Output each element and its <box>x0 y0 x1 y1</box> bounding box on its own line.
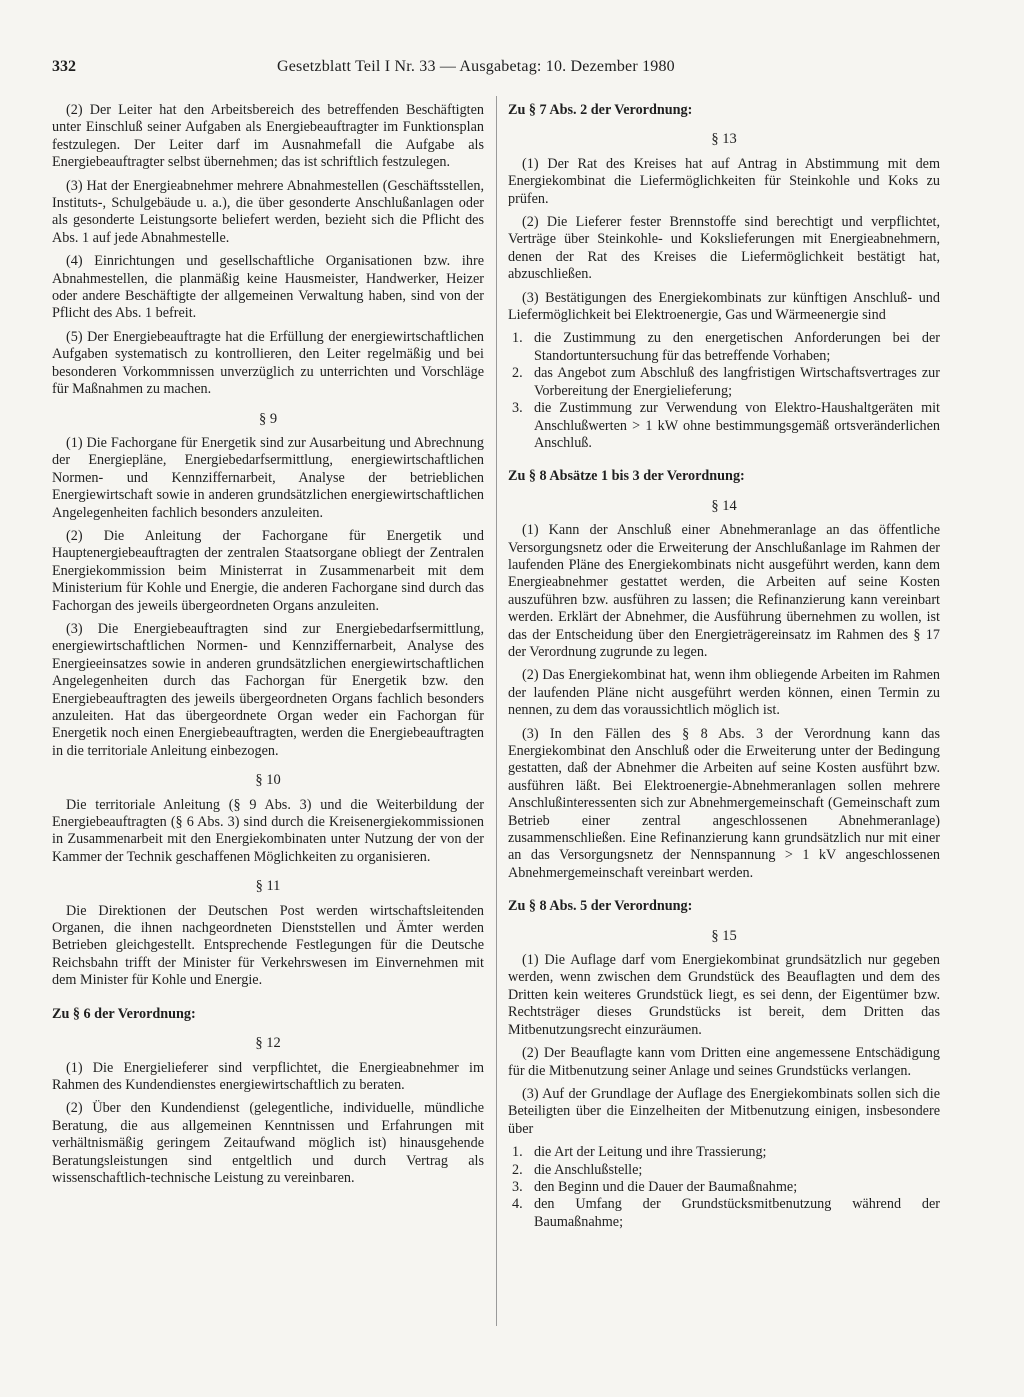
list-item-text: die Anschlußstelle; <box>534 1161 643 1178</box>
list-item-text: die Zustimmung zu den energetischen Anforderungen bei der Standortuntersuchung für das betreffende Vorhaben; <box>534 330 940 364</box>
paragraph-9-1: (1) Die Fachorgane für Energetik sind zur Ausarbeitung und Abrechnung der Energiepläne, Energiebedarfsermittlung, energiewirtschaftlichen Normen- und Kennziffernarbeit, Analyse der betrieblichen Energiewirtschaft sowie in anderen grundsätzlichen energiewirtschaftlichen Angelegenheiten fachlich besonders anzuleiten. <box>52 434 484 521</box>
paragraph-9-2: (2) Die Anleitung der Fachorgane für Energetik und Hauptenergiebeauftragten der zentralen Staatsorgane obliegt der Zentralen Energiekommission beim Ministerrat in Zusammenarbeit mit dem Ministerium für Kohle und Energie, die anderen Fachorgane sind durch das Fachorgan des jeweils übergeordneten Organs anzuleiten. <box>52 527 484 614</box>
list-item <box>508 1162 940 1179</box>
list-item-number: 1. <box>512 330 523 347</box>
list-item-number: 4. <box>512 1196 523 1213</box>
subheading-zu-8-abs-1-3: Zu § 8 Absätze 1 bis 3 der Verordnung: <box>508 468 745 485</box>
subheading-zu-7: Zu § 7 Abs. 2 der Verordnung: <box>508 102 693 118</box>
list-item <box>508 1179 940 1196</box>
paragraph-8-2: (2) Der Leiter hat den Arbeitsbereich des betreffenden Beschäftigten unter Einschluß seiner Aufgaben als Energiebeauftragter im Funktionsplan festzulegen. Der Leiter darf im Ausnahmefall die Aufgabe als Energiebeauftragter selbst übernehmen; das ist schriftlich festzulegen. <box>52 102 484 171</box>
paragraph-8-5: (5) Der Energiebeauftragte hat die Erfüllung der energiewirtschaftlichen Aufgaben systematisch zu kontrollieren, den Leiter regelmäßig und bei besonderen Vorkommnissen unverzüglich zu unterrichten und Vorschläge für Maßnahmen zu machen. <box>52 328 484 398</box>
section-heading-11: § 11 <box>255 878 281 895</box>
list-item <box>508 1144 940 1161</box>
list-item-number: 1. <box>512 1144 523 1161</box>
page-number: 332 <box>52 58 76 75</box>
list-item-number: 2. <box>512 1161 523 1178</box>
running-title: Gesetzblatt Teil I Nr. 33 — Ausgabetag: 10. Dezember 1980 <box>277 58 675 75</box>
column-divider <box>496 96 497 1326</box>
paragraph-15-1: (1) Die Auflage darf vom Energiekombinat grundsätzlich nur gegeben werden, wenn zwischen dem Grundstück des Beauflagten und dem des Dritten kein weiteres Grundstück liegt, es sei denn, der Eigentümer bzw. Rechtsträger dieses Grundstücks ist bereit, dem Dritten das Mitbenutzungsrecht einzuräumen. <box>508 952 940 1038</box>
paragraph-12-1: (1) Die Energielieferer sind verpflichtet, die Energieabnehmer im Rahmen des Kundendienstes energiewirtschaftlich zu beraten. <box>52 1059 484 1093</box>
subheading-zu-8-abs-5: Zu § 8 Abs. 5 der Verordnung: <box>508 898 693 915</box>
page-header <box>52 58 992 84</box>
paragraph-13-1: (1) Der Rat des Kreises hat auf Antrag in Abstimmung mit dem Energiekombinat die Liefermöglichkeiten für Steinkohle und Koks zu prüfen. <box>508 155 940 207</box>
paragraph-14-1: (1) Kann der Anschluß einer Abnehmeranlage an das öffentliche Versorgungsnetz oder die Erweiterung der Anschlußanlage im Rahmen der laufenden Pläne des Energiekombinats nicht ausgeführt werden, kann dem Energieabnehmer gestattet werden, die Arbeiten auf seine Kosten auszuführen bzw. ausführen zu lassen; die Refinanzierung kann vereinbart werden. Erklärt der Abnehmer, die Ausführung übernehmen zu wollen, ist das der Entscheidung über den Energieträgereinsatz im Rahmen des § 17 der Verordnung zugrunde zu legen. <box>508 522 940 660</box>
list-item-number: 3. <box>512 1178 523 1195</box>
right-column <box>508 102 940 1237</box>
paragraph-13-2: (2) Die Lieferer fester Brennstoffe sind berechtigt und verpflichtet, Verträge über Steinkohle- und Kokslieferungen mit Energieabnehmern, denen der Rat des Kreises die Liefermöglichkeit bestätigt hat, abzuschließen. <box>508 214 940 283</box>
paragraph-13-3: (3) Bestätigungen des Energiekombinats zur künftigen Anschluß- und Liefermöglichkeit bei Elektroenergie, Gas und Wärmeenergie sind <box>508 289 940 324</box>
paragraph-12-2: (2) Über den Kundendienst (gelegentliche, individuelle, mündliche Beratung, die aus allgemeinen Kenntnissen und Erfahrungen mit verhältnismäßig geringem Zeitaufwand möglich ist) hinausgehende Beratungsleistungen sind entgeltlich und durch Vertrag als wissenschaftlich-technische Leistung zu vereinbaren. <box>52 1100 484 1186</box>
paragraph-10: Die territoriale Anleitung (§ 9 Abs. 3) und die Weiterbildung der Energiebeauftragten (§ 6 Abs. 3) sind durch die Kreisenergiekommissionen in Zusammenarbeit mit den Energiekombinaten unter Nutzung der von der Kammer der Technik geschaffenen Möglichkeiten zu organisieren. <box>52 796 484 865</box>
paragraph-14-3: (3) In den Fällen des § 8 Abs. 3 der Verordnung kann das Energiekombinat den Anschluß oder die Erweiterung unter der Bedingung gestatten, daß der Abnehmer die Arbeiten auf seine Kosten ausführt bzw. ausführen läßt. Bei Elektroenergie-Abnehmeranlagen sollen mehrere Anschlußinteressenten sich zur Abnehmergemeinschaft (Gemeinschaft zum Betrieb einer zentral angeschlossenen Abnehmeranlage) zusammenschließen. Eine Refinanzierung kann grundsätzlich nur mit einer an das Versorgungsnetz der Nennspannung > 1 kV angeschlossenen Abnehmergemeinschaft vereinbart werden. <box>508 725 940 881</box>
paragraph-15-2: (2) Der Beauflagte kann vom Dritten eine angemessene Entschädigung für die Mitbenutzung seiner Anlage und seines Grundstücks verlangen. <box>508 1045 940 1079</box>
subheading-zu-6: Zu § 6 der Verordnung: <box>52 1005 196 1022</box>
section-heading-13: § 13 <box>711 131 737 148</box>
section-heading-14: § 14 <box>711 497 737 514</box>
section-heading-10: § 10 <box>255 772 281 789</box>
list-item-text: den Umfang der Grundstücksmitbenutzung während der Baumaßnahme; <box>534 1196 940 1230</box>
paragraph-9-3: (3) Die Energiebeauftragten sind zur Energiebedarfsermittlung, energiewirtschaftlichen Normen- und Kennziffernarbeit, Analyse des Energieeinsatzes sowie in anderen grundsätzlichen energiewirtschaftlichen Angelegenheiten durch das Fachorgan für Energetik bzw. den Energiebeauftragten des jeweils übergeordneten Organs fachlich besonders anzuleiten. Hat das übergeordnete Organ weder ein Fachorgan für Energetik noch einen Energiebeauftragten, werden die Energiebeauftragten in die territoriale Anleitung einbezogen. <box>52 620 484 759</box>
list-15 <box>508 1144 940 1231</box>
list-item-number: 3. <box>512 400 523 417</box>
list-item <box>508 330 940 365</box>
list-item <box>508 365 940 400</box>
section-heading-12: § 12 <box>255 1035 281 1052</box>
paragraph-8-3: (3) Hat der Energieabnehmer mehrere Abnahmestellen (Geschäftsstellen, Instituts-, Schulgebäude u. a.), die über gesonderte Anschlußanlagen oder als gesonderte Leistungsorte beliefert werden, bezieht sich die Pflicht des Abs. 1 auf jede Abnahmestelle. <box>52 177 484 246</box>
list-item <box>508 1196 940 1231</box>
left-column <box>52 102 484 1193</box>
paragraph-15-3: (3) Auf der Grundlage der Auflage des Energiekombinats sollen sich die Beteiligten über die Einzelheiten der Mitbenutzung einigen, insbesondere über <box>508 1085 940 1137</box>
paragraph-11: Die Direktionen der Deutschen Post werden wirtschaftsleitenden Organen, die ihnen nachgeordneten Dienststellen und Ämter werden Betrieben gleichgestellt. Entsprechende Festlegungen für die Deutsche Reichsbahn trifft der Minister für Verkehrswesen im Einvernehmen mit dem Minister für Kohle und Energie. <box>52 902 484 989</box>
list-item-text: den Beginn und die Dauer der Baumaßnahme; <box>534 1178 798 1195</box>
list-item-text: das Angebot zum Abschluß des langfristigen Wirtschaftsvertrages zur Vorbereitung der Energielieferung; <box>534 365 940 399</box>
list-item-number: 2. <box>512 365 523 382</box>
list-item-text: die Zustimmung zur Verwendung von Elektro-Haushaltgeräten mit Anschlußwerten > 1 kW ohne bestimmungsgemäß ortsveränderlichen Anschluß. <box>534 400 940 451</box>
list-13 <box>508 330 940 452</box>
section-heading-15: § 15 <box>711 927 737 944</box>
list-item <box>508 400 940 452</box>
paragraph-14-2: (2) Das Energiekombinat hat, wenn ihm obliegende Arbeiten im Rahmen der laufenden Pläne nicht ausgeführt werden können, einen Termin zu nennen, zu dem das voraussichtlich möglich ist. <box>508 667 940 719</box>
paragraph-8-4: (4) Einrichtungen und gesellschaftliche Organisationen bzw. ihre Abnahmestellen, die planmäßig keine Hausmeister, Handwerker, Heizer oder andere Beschäftigte der allgemeinen Verwaltung haben, sind von der Pflicht des Abs. 1 befreit. <box>52 253 484 322</box>
list-item-text: die Art der Leitung und ihre Trassierung; <box>534 1144 767 1161</box>
section-heading-9: § 9 <box>258 410 278 427</box>
